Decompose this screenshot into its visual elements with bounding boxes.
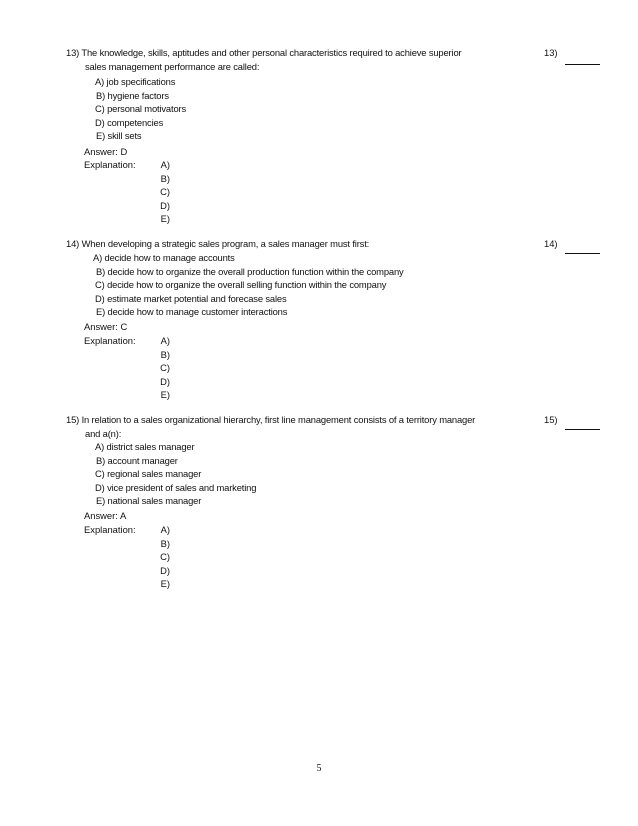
option-letter: D) (95, 292, 105, 304)
option-e (93, 129, 186, 143)
option-d (93, 116, 186, 130)
explanation-letter: B) (160, 537, 170, 549)
explanation-letter: A) (160, 335, 170, 346)
explanation-label: Explanation: (84, 524, 136, 535)
page-number: 5 (316, 763, 322, 774)
explanation-letter: C) (160, 362, 170, 373)
option-letter: C) (95, 468, 105, 479)
option-letter: A) (95, 76, 105, 87)
explanation-letter: D) (160, 564, 170, 576)
option-text: competencies (107, 116, 164, 128)
option-e (93, 305, 404, 319)
answer-ref-number: 15) (544, 414, 558, 425)
option-text: vice president of sales and marketing (107, 481, 257, 493)
explanation-letters (156, 523, 170, 591)
explanation-letter: B) (160, 172, 170, 184)
option-c (93, 467, 256, 481)
option-text: account manager (107, 454, 178, 466)
explanation-label: Explanation: (84, 335, 136, 346)
explanation-label: Explanation: (84, 159, 136, 170)
option-text: decide how to organize the overall selling function within the company (107, 279, 387, 290)
answer-line: Answer: A (84, 510, 127, 521)
option-text: estimate market potential and forecase sales (107, 292, 287, 304)
answer-blank[interactable] (565, 53, 600, 65)
option-text: national sales manager (107, 495, 202, 506)
option-text: regional sales manager (107, 468, 202, 479)
explanation-letter: D) (160, 375, 170, 387)
option-letter: C) (95, 103, 105, 114)
option-letter: A) (93, 252, 103, 263)
option-letter: B) (96, 454, 106, 466)
explanation-letter: B) (160, 348, 170, 360)
question-text-line2: and a(n): (85, 427, 122, 439)
explanation-letter: E) (160, 389, 170, 400)
answer-line: Answer: C (84, 321, 128, 332)
question-number: 13) (66, 47, 80, 58)
question-text-line1: When developing a strategic sales program, a sales manager must first: (81, 238, 370, 249)
answer-line: Answer: D (84, 146, 128, 157)
question-text-line1: The knowledge, skills, aptitudes and other personal characteristics required to achieve superior (81, 47, 462, 58)
option-letter: E) (96, 130, 106, 141)
question-stem (66, 237, 536, 251)
option-text: personal motivators (107, 103, 187, 114)
options-list (93, 75, 186, 143)
options-list (93, 251, 404, 319)
option-b (93, 89, 186, 103)
option-letter: D) (95, 481, 105, 493)
option-letter: B) (96, 265, 106, 277)
options-list (93, 440, 256, 508)
explanation-letter: E) (160, 213, 170, 224)
explanation-letters (156, 334, 170, 402)
question-stem (66, 46, 536, 73)
option-b (93, 454, 256, 468)
option-letter: D) (95, 116, 105, 128)
answer-ref-number: 13) (544, 47, 558, 58)
explanation-letters (156, 158, 170, 226)
question-stem (66, 413, 536, 440)
explanation-letter: C) (160, 186, 170, 197)
answer-blank[interactable] (565, 418, 600, 430)
option-text: decide how to organize the overall production function within the company (107, 265, 404, 277)
question-number: 15) (66, 414, 80, 425)
option-text: decide how to manage customer interactions (107, 306, 288, 317)
option-text: skill sets (107, 130, 142, 141)
option-d (93, 481, 256, 495)
option-d (93, 292, 404, 306)
option-letter: C) (95, 279, 105, 290)
explanation-letter: A) (160, 524, 170, 535)
answer-blank[interactable] (565, 242, 600, 254)
question-text-line1: In relation to a sales organizational hierarchy, first line management consists of a territory manager (81, 414, 476, 425)
explanation-letter: A) (160, 159, 170, 170)
explanation-letter: C) (160, 551, 170, 562)
option-c (93, 278, 404, 292)
question-text-line2: sales management performance are called: (85, 60, 260, 72)
option-a (93, 251, 404, 265)
option-text: hygiene factors (107, 89, 169, 101)
option-letter: B) (96, 89, 106, 101)
option-letter: E) (96, 495, 106, 506)
explanation-letter: E) (160, 578, 170, 589)
option-b (93, 265, 404, 279)
option-c (93, 102, 186, 116)
option-text: district sales manager (106, 441, 195, 452)
option-text: decide how to manage accounts (104, 252, 235, 263)
question-number: 14) (66, 238, 80, 249)
option-e (93, 494, 256, 508)
option-a (93, 440, 256, 454)
explanation-letter: D) (160, 199, 170, 211)
answer-ref-number: 14) (544, 238, 558, 249)
option-letter: A) (95, 441, 105, 452)
option-letter: E) (96, 306, 106, 317)
option-text: job specifications (106, 76, 176, 87)
option-a (93, 75, 186, 89)
